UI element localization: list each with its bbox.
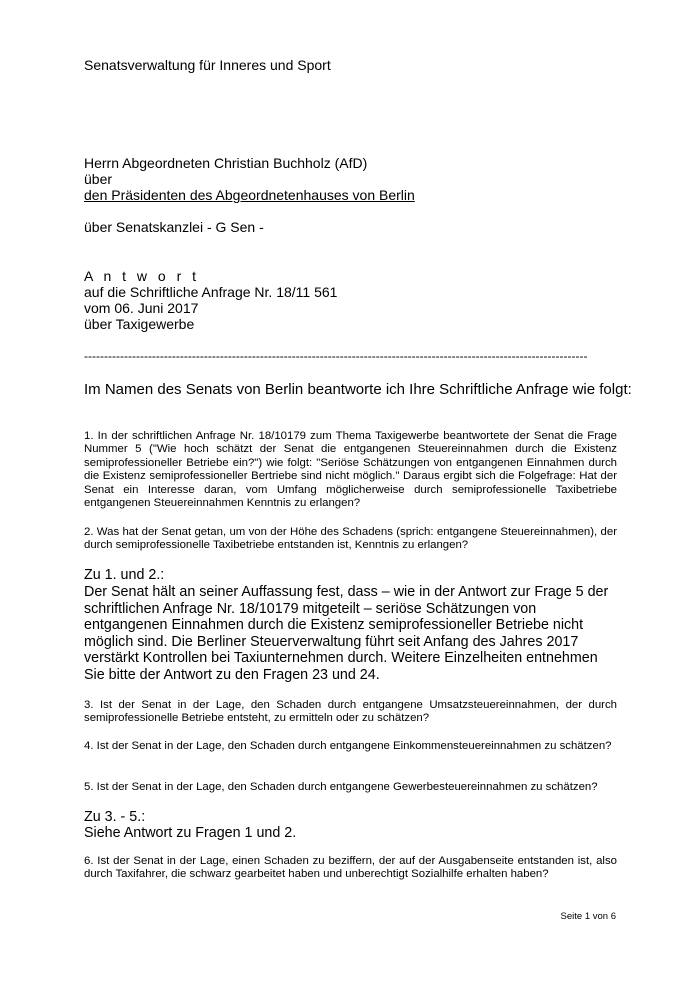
via-line: über: [84, 171, 113, 187]
answer-1-2-heading: Zu 1. und 2.:: [84, 567, 165, 583]
answer-3-5-text: Siehe Antwort zu Fragen 1 und 2.: [84, 825, 297, 841]
answer-3-5-heading: Zu 3. - 5.:: [84, 809, 146, 825]
question-6: 6. Ist der Senat in der Lage, einen Schaden zu beziffern, der auf der Ausgabenseite entstanden ist, also durch Taxifahrer, die schwarz gearbeitet haben und unberechtigt Sozialhilfe erhalten haben?: [84, 855, 617, 881]
question-3: 3. Ist der Senat in der Lage, den Schaden durch entgangene Umsatzsteuereinnahmen, der durch semiprofessionelle Betriebe entsteht, zu ermitteln oder zu schätzen?: [84, 699, 617, 725]
question-5: 5. Ist der Senat in der Lage, den Schaden durch entgangene Gewerbesteuereinnahmen zu schätzen?: [84, 781, 598, 793]
president-line: den Präsidenten des Abgeordnetenhauses von Berlin: [84, 187, 415, 203]
recipient-line: Herrn Abgeordneten Christian Buchholz (AfD): [84, 155, 368, 171]
chancellery-line: über Senatskanzlei - G Sen -: [84, 219, 264, 235]
question-2: 2. Was hat der Senat getan, um von der Höhe des Schadens (sprich: entgangene Steuereinnahmen), der durch semiprofessionelle Taxibetriebe entstanden ist, Kenntnis zu erlangen?: [84, 526, 617, 552]
answer-reference: auf die Schriftliche Anfrage Nr. 18/11 561: [84, 284, 338, 300]
answer-date: vom 06. Juni 2017: [84, 300, 199, 316]
answer-subject: über Taxigewerbe: [84, 316, 195, 332]
answer-1-2-text: Der Senat hält an seiner Auffassung fest, dass – wie in der Antwort zur Frage 5 der schriftlichen Anfrage Nr. 18/10179 mitgeteilt – seriöse Schätzungen von entgangenen Einnahmen durch die Existenz semiprofessioneller Betriebe nicht möglich sind. Die Berliner Steuerverwaltung führt seit Anfang des Jahres 2017 verstärkt Kontrollen bei Taxiunternehmen durch. Weitere Einzelheiten entnehmen Sie bitte der Antwort zu den Fragen 23 und 24.: [84, 584, 609, 683]
page-number: Seite 1 von 6: [560, 911, 616, 922]
question-1: 1. In der schriftlichen Anfrage Nr. 18/10179 zum Thema Taxigewerbe beantwortete der Senat die Frage Nummer 5 ("Wie hoch schätzt der Senat die entgangenen Steuereinnahmen durch die Existenz semiprofessioneller Betriebe ein?") wie folgt: "Seriöse Schätzungen von entgangenen Einnahmen durch die Existenz semiprofessioneller Bertriebe sind nicht möglich." Daraus ergibt sich die Folgefrage: Hat der Senat ein Interesse daran, vom Umfang möglicherweise durch semiprofessionelle Taxibetriebe entgangenen Steuereinnahmen Kenntnis zu erlangen?: [84, 430, 617, 510]
intro-text: Im Namen des Senats von Berlin beantworte ich Ihre Schriftliche Anfrage wie folgt:: [84, 381, 632, 398]
answer-heading: A n t w o r t: [84, 268, 200, 284]
separator-line: ------------------------------------------------------------------------------------------------------------------------------: [84, 349, 588, 363]
authority-header: Senatsverwaltung für Inneres und Sport: [84, 57, 331, 73]
question-4: 4. Ist der Senat in der Lage, den Schaden durch entgangene Einkommensteuereinnahmen zu schätzen?: [84, 740, 612, 752]
